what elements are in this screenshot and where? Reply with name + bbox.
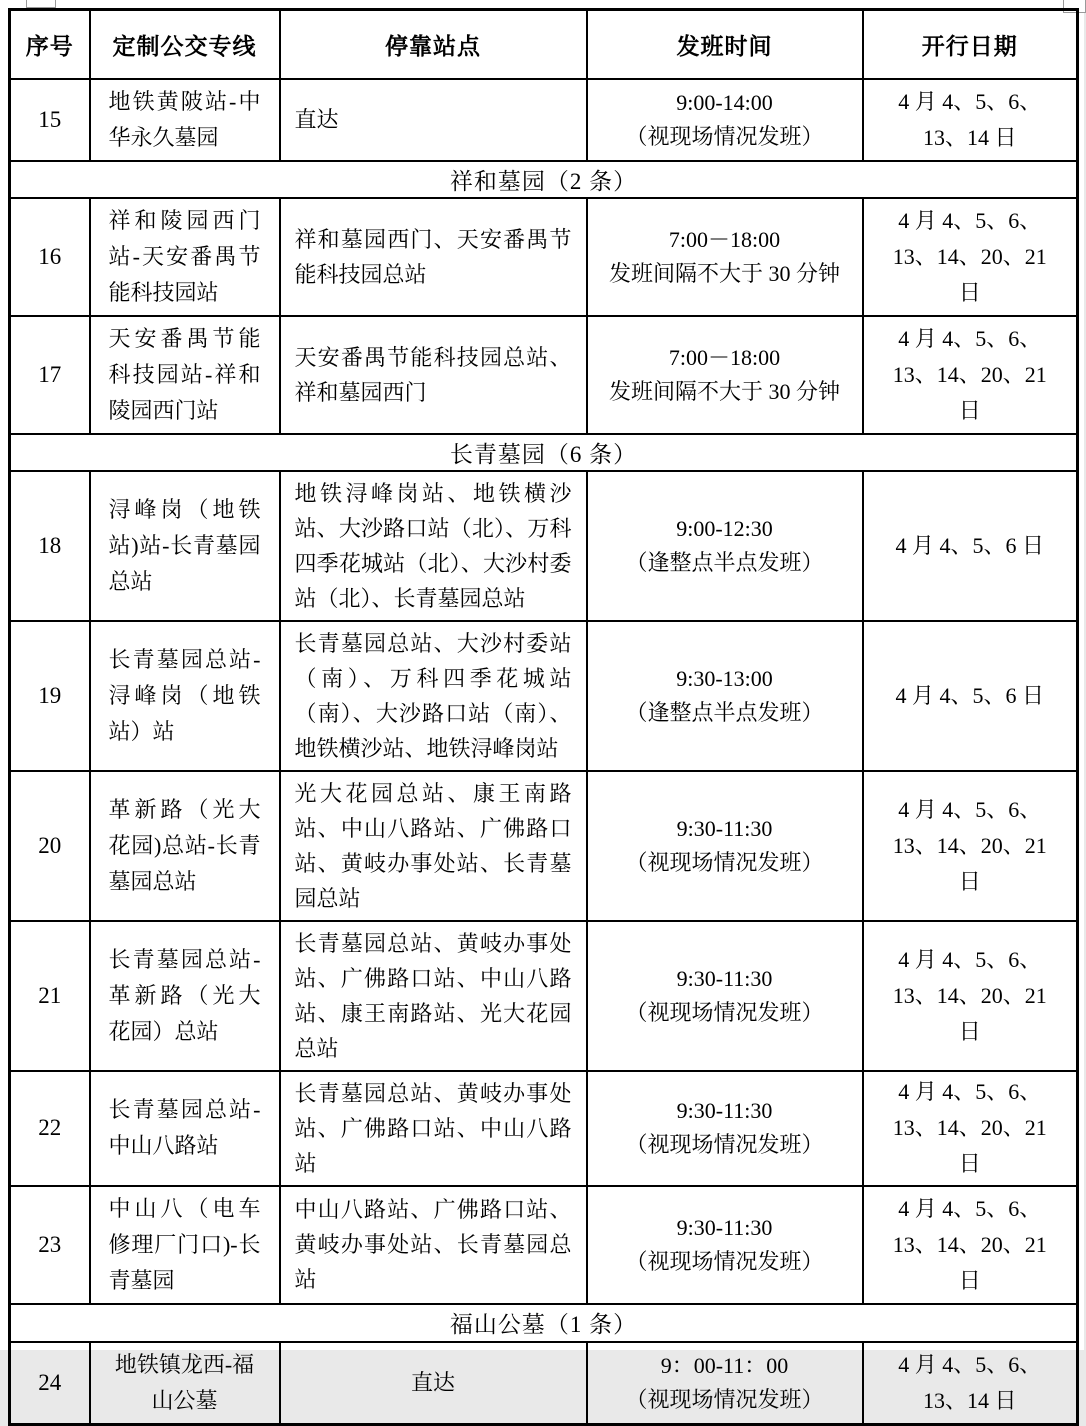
- header-stops: 停靠站点: [280, 10, 587, 79]
- section-row: [10, 434, 1078, 471]
- table-header-row: [10, 10, 1078, 79]
- row-seq: 17: [10, 316, 90, 434]
- table-row: [10, 921, 1078, 1071]
- row-dates: 4 月 4、5、6、13、14、20、21 日: [863, 1071, 1078, 1186]
- row-time: [587, 79, 863, 161]
- header-line: 定制公交专线: [90, 10, 280, 79]
- row-line: 长青墓园总站-革新路（光大花园）总站: [90, 921, 280, 1071]
- row-stops: 光大花园总站、康王南路站、中山八路站、广佛路口站、黄岐办事处站、长青墓园总站: [280, 771, 587, 921]
- row-seq: 16: [10, 198, 90, 316]
- time-range: 9：00-11：00: [660, 1352, 789, 1378]
- time-range: 9:30-13:00: [676, 665, 773, 691]
- time-range: 9:30-11:30: [676, 1098, 773, 1123]
- time-range: 9:30-11:30: [676, 815, 773, 841]
- row-seq: 15: [10, 79, 90, 161]
- table-row: [10, 621, 1078, 771]
- row-line: 革新路（光大花园)总站-长青墓园总站: [90, 771, 280, 921]
- header-seq: 序号: [10, 10, 90, 79]
- time-range: 7:00－18:00: [668, 226, 781, 252]
- row-dates: 4 月 4、5、6、13、14 日: [863, 1342, 1078, 1425]
- row-dates: 4 月 4、5、6、13、14、20、21 日: [863, 198, 1078, 316]
- section-row: [10, 1304, 1078, 1342]
- time-range: 7:00－18:00: [668, 344, 781, 370]
- table-row: [10, 316, 1078, 434]
- row-stops: 长青墓园总站、黄岐办事处站、广佛路口站、中山八路站: [280, 1071, 587, 1186]
- time-note: （视现场情况发班）: [625, 1248, 824, 1274]
- time-range: 9:30-11:30: [676, 1214, 773, 1240]
- row-stops: 地铁浔峰岗站、地铁横沙站、大沙路口站（北）、万科四季花城站（北）、大沙村委站（北）、长青墓园总站: [280, 471, 587, 621]
- row-stops: 中山八路站、广佛路口站、黄岐办事处站、长青墓园总站: [280, 1186, 587, 1304]
- header-dates: 开行日期: [863, 10, 1078, 79]
- time-note: （视现场情况发班）: [625, 849, 824, 875]
- table-row: [10, 771, 1078, 921]
- header-time: 发班时间: [587, 10, 863, 79]
- row-time: [587, 316, 863, 434]
- row-dates: 4 月 4、5、6、13、14 日: [863, 79, 1078, 161]
- row-time: [587, 471, 863, 621]
- row-dates: 4 月 4、5、6、13、14、20、21 日: [863, 771, 1078, 921]
- row-stops: 天安番禺节能科技园总站、祥和墓园西门: [280, 316, 587, 434]
- row-seq: 19: [10, 621, 90, 771]
- table-row: [10, 1071, 1078, 1186]
- row-time: [587, 1186, 863, 1304]
- row-stops: 直达: [280, 1342, 587, 1425]
- bus-schedule-table: [8, 8, 1079, 1426]
- row-line: 长青墓园总站-浔峰岗（地铁站）站: [90, 621, 280, 771]
- row-seq: 22: [10, 1071, 90, 1186]
- page-edge-artifact: [26, 0, 56, 8]
- table-row: [10, 79, 1078, 161]
- row-dates: 4 月 4、5、6 日: [863, 471, 1078, 621]
- row-seq: 24: [10, 1342, 90, 1425]
- row-stops: 祥和墓园西门、天安番禺节能科技园总站: [280, 198, 587, 316]
- row-seq: 23: [10, 1186, 90, 1304]
- row-seq: 21: [10, 921, 90, 1071]
- row-dates: 4 月 4、5、6、13、14、20、21 日: [863, 921, 1078, 1071]
- row-dates: 4 月 4、5、6、13、14、20、21 日: [863, 316, 1078, 434]
- row-time: [587, 198, 863, 316]
- row-line: 长青墓园总站-中山八路站: [90, 1071, 280, 1186]
- table-row: [10, 1342, 1078, 1425]
- row-seq: 20: [10, 771, 90, 921]
- time-note: 发班间隔不大于 30 分钟: [608, 260, 840, 286]
- time-note: 发班间隔不大于 30 分钟: [608, 378, 840, 404]
- row-line: 浔峰岗（地铁站)站-长青墓园总站: [90, 471, 280, 621]
- row-dates: 4 月 4、5、6、13、14、20、21 日: [863, 1186, 1078, 1304]
- section-label: 祥和墓园（2 条）: [10, 161, 1078, 198]
- row-line: 中山八（电车修理厂门口)-长青墓园: [90, 1186, 280, 1304]
- section-label: 长青墓园（6 条）: [10, 434, 1078, 471]
- time-note: （视现场情况发班）: [625, 1386, 824, 1412]
- row-time: [587, 621, 863, 771]
- time-note: （逢整点半点发班）: [625, 699, 824, 725]
- row-line: 地铁黄陂站-中华永久墓园: [90, 79, 280, 161]
- row-dates: 4 月 4、5、6 日: [863, 621, 1078, 771]
- time-note: （逢整点半点发班）: [625, 549, 824, 575]
- row-line: 地铁镇龙西-福山公墓: [90, 1342, 280, 1425]
- table-row: [10, 198, 1078, 316]
- table-row: [10, 471, 1078, 621]
- row-stops: 长青墓园总站、黄岐办事处站、广佛路口站、中山八路站、康王南路站、光大花园总站: [280, 921, 587, 1071]
- row-line: 祥和陵园西门站-天安番禺节能科技园站: [90, 198, 280, 316]
- time-range: 9:30-11:30: [676, 965, 773, 991]
- time-note: （视现场情况发班）: [625, 123, 824, 149]
- row-seq: 18: [10, 471, 90, 621]
- time-range: 9:00-12:30: [676, 515, 773, 541]
- row-stops: 直达: [280, 79, 587, 161]
- row-time: [587, 921, 863, 1071]
- row-time: [587, 771, 863, 921]
- time-note: （视现场情况发班）: [625, 1132, 824, 1157]
- time-range: 9:00-14:00: [676, 89, 773, 115]
- row-stops: 长青墓园总站、大沙村委站（南）、万科四季花城站（南）、大沙路口站（南）、地铁横沙站、地铁浔峰岗站: [280, 621, 587, 771]
- row-time: [587, 1342, 863, 1425]
- section-row: [10, 161, 1078, 198]
- time-note: （视现场情况发班）: [625, 999, 824, 1025]
- row-line: 天安番禺节能科技园站-祥和陵园西门站: [90, 316, 280, 434]
- row-time: [587, 1071, 863, 1186]
- section-label: 福山公墓（1 条）: [10, 1304, 1078, 1342]
- table-row: [10, 1186, 1078, 1304]
